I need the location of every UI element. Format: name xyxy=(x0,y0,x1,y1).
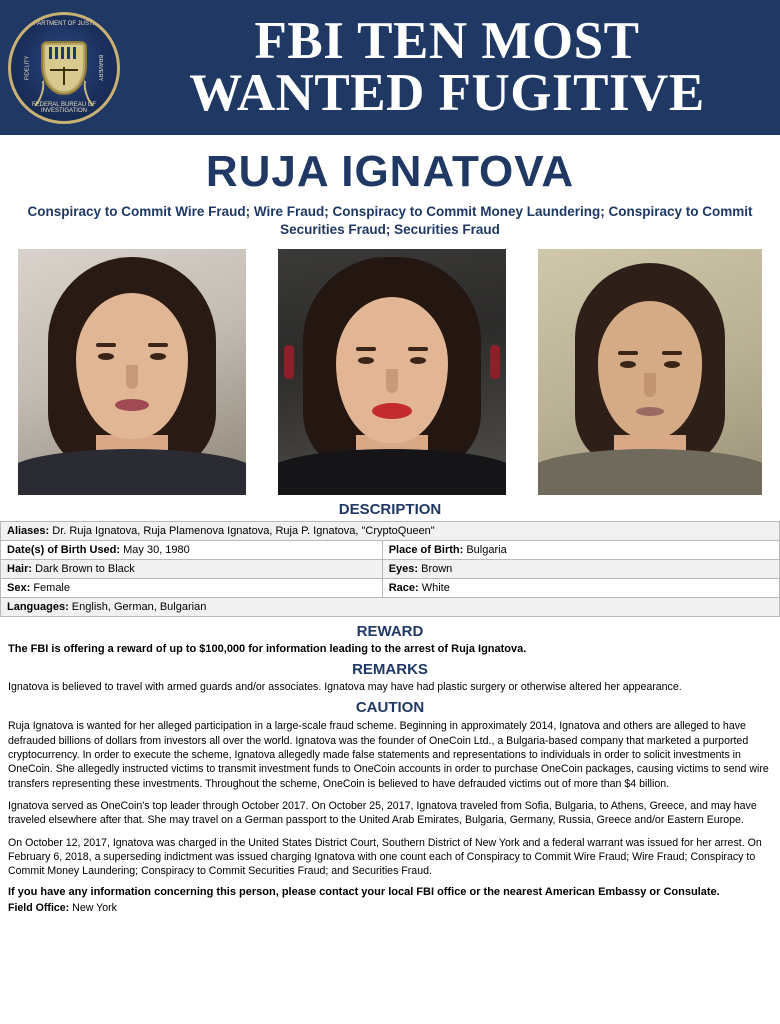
earring-left xyxy=(284,345,294,379)
remarks-heading: REMARKS xyxy=(352,661,428,679)
eyebrow-left xyxy=(356,347,376,351)
mouth xyxy=(115,399,149,411)
languages-cell xyxy=(1,598,780,617)
eye-left xyxy=(358,357,374,364)
caution-body xyxy=(0,719,780,878)
nose xyxy=(386,369,398,393)
sex-value: Female xyxy=(33,582,70,595)
eye-left xyxy=(98,353,114,360)
caution-heading: CAUTION xyxy=(355,699,425,717)
eye-left xyxy=(620,361,636,368)
photo-2 xyxy=(278,249,506,495)
sex-label: Sex: xyxy=(7,582,31,595)
eye-right xyxy=(150,353,166,360)
eyebrow-right xyxy=(148,343,168,347)
eye-right xyxy=(664,361,680,368)
seal-left-text: FIDELITY xyxy=(24,55,31,80)
photo-1 xyxy=(18,249,246,495)
mouth xyxy=(372,403,412,419)
shield-icon xyxy=(41,41,87,95)
earring-right xyxy=(490,345,500,379)
eyebrow-right xyxy=(662,351,682,355)
mouth xyxy=(636,407,664,416)
dob-value: May 30, 1980 xyxy=(123,544,190,557)
aliases-value: Dr. Ruja Ignatova, Ruja Plamenova Ignatova, Ruja P. Ignatova, "CryptoQueen" xyxy=(52,525,435,538)
race-cell xyxy=(382,579,779,598)
languages-value: English, German, Bulgarian xyxy=(71,601,207,614)
description-table xyxy=(0,521,780,617)
shoulders-shape xyxy=(278,449,506,495)
seal-right-text: BRAVERY xyxy=(96,54,103,81)
face-shape xyxy=(336,297,448,443)
doj-fbi-seal-icon xyxy=(8,12,120,124)
race-value: White xyxy=(421,582,450,595)
eyebrow-left xyxy=(618,351,638,355)
dob-cell xyxy=(1,541,383,560)
shoulders-shape xyxy=(18,449,246,495)
eyes-label: Eyes: xyxy=(388,563,419,576)
field-office xyxy=(0,902,780,914)
contact-instruction: If you have any information concerning this person, please contact your local FBI office or the nearest American Embassy or Consulate. xyxy=(8,886,720,899)
poster-header xyxy=(0,0,780,135)
pob-cell xyxy=(382,541,779,560)
eyes-value: Brown xyxy=(421,563,453,576)
table-row xyxy=(1,560,780,579)
table-row xyxy=(1,598,780,617)
field-office-label: Field Office: xyxy=(8,902,70,915)
face-shape xyxy=(598,301,702,439)
subject-name: RUJA IGNATOVA xyxy=(205,147,575,196)
title-line-2: WANTED FUGITIVE xyxy=(189,63,705,122)
languages-label: Languages: xyxy=(7,601,69,614)
caution-paragraph-1: Ruja Ignatova is wanted for her alleged participation in a large-scale fraud scheme. Beginning in approximately 2014, Ignatova and others are alleged to have defrauded billions of dollars from investors all over the world. Ignatova was the founder of OneCoin Ltd., a Bulgaria-based company that marketed a purported cryptocurrency. In order to execute the scheme, Ignatova allegedly made false statements and representations to individuals in order to solicit investments in OneCoin. She allegedly instructed victims to transmit investment funds to OneCoin accounts in order to purchase OneCoin packages, causing victims to send wire transfers representing these investments. Throughout the scheme, OneCoin is believed to have defrauded victims out of more than $4 billion. xyxy=(8,720,769,790)
field-office-value: New York xyxy=(72,902,117,915)
eyes-cell xyxy=(382,560,779,579)
nose xyxy=(644,373,656,397)
caution-paragraph-2: Ignatova served as OneCoin's top leader through October 2017. On October 25, 2017, Ignatova traveled from Sofia, Bulgaria, to Athens, Greece, and may have traveled elsewhere after that. She may travel on a German passport to the United Arab Emirates, Bulgaria, Germany, Russia, Greece and/or Eastern Europe. xyxy=(8,799,757,827)
aliases-cell xyxy=(1,522,780,541)
sex-cell xyxy=(1,579,383,598)
eyebrow-right xyxy=(408,347,428,351)
face-shape xyxy=(76,293,188,439)
description-heading: DESCRIPTION xyxy=(338,501,442,519)
hair-cell xyxy=(1,560,383,579)
pob-label: Place of Birth: xyxy=(388,544,464,557)
title-line-1: FBI TEN MOST xyxy=(254,11,640,70)
eyebrow-left xyxy=(96,343,116,347)
pob-value: Bulgaria xyxy=(466,544,507,557)
shoulders-shape xyxy=(538,449,762,495)
photo-row xyxy=(0,249,780,495)
subject-charges: Conspiracy to Commit Wire Fraud; Wire Fraud; Conspiracy to Commit Money Laundering; Conspiracy to Commit Securities Fraud; Securities Fraud xyxy=(27,204,753,238)
seal-bottom-text: FEDERAL BUREAU OF INVESTIGATION xyxy=(31,101,97,114)
reward-heading: REWARD xyxy=(356,623,424,641)
nose xyxy=(126,365,138,389)
table-row xyxy=(1,579,780,598)
remarks-text: Ignatova is believed to travel with armed guards and/or associates. Ignatova may have had plastic surgery or otherwise altered her appearance. xyxy=(8,681,682,694)
race-label: Race: xyxy=(388,582,419,595)
eye-right xyxy=(410,357,426,364)
photo-3 xyxy=(538,249,762,495)
aliases-label: Aliases: xyxy=(7,525,50,538)
hair-label: Hair: xyxy=(7,563,33,576)
caution-paragraph-3: On October 12, 2017, Ignatova was charged in the United States District Court, Southern District of New York and a federal warrant was issued for her arrest. On February 6, 2018, a superseding indictment was issued charging Ignatova with one count each of Conspiracy to Commit Wire Fraud; Wire Fraud; Conspiracy to Commit Money Laundering; Conspiracy to Commit Securities Fraud; and Securities Fraud. xyxy=(8,836,762,878)
table-row xyxy=(1,522,780,541)
scales-of-justice-icon xyxy=(63,67,65,85)
table-row xyxy=(1,541,780,560)
hair-value: Dark Brown to Black xyxy=(35,563,135,576)
seal-top-text: DEPARTMENT OF JUSTICE xyxy=(25,20,103,27)
dob-label: Date(s) of Birth Used: xyxy=(7,544,121,557)
page-title xyxy=(120,11,770,122)
reward-text: The FBI is offering a reward of up to $100,000 for information leading to the arrest of Ruja Ignatova. xyxy=(8,643,527,656)
